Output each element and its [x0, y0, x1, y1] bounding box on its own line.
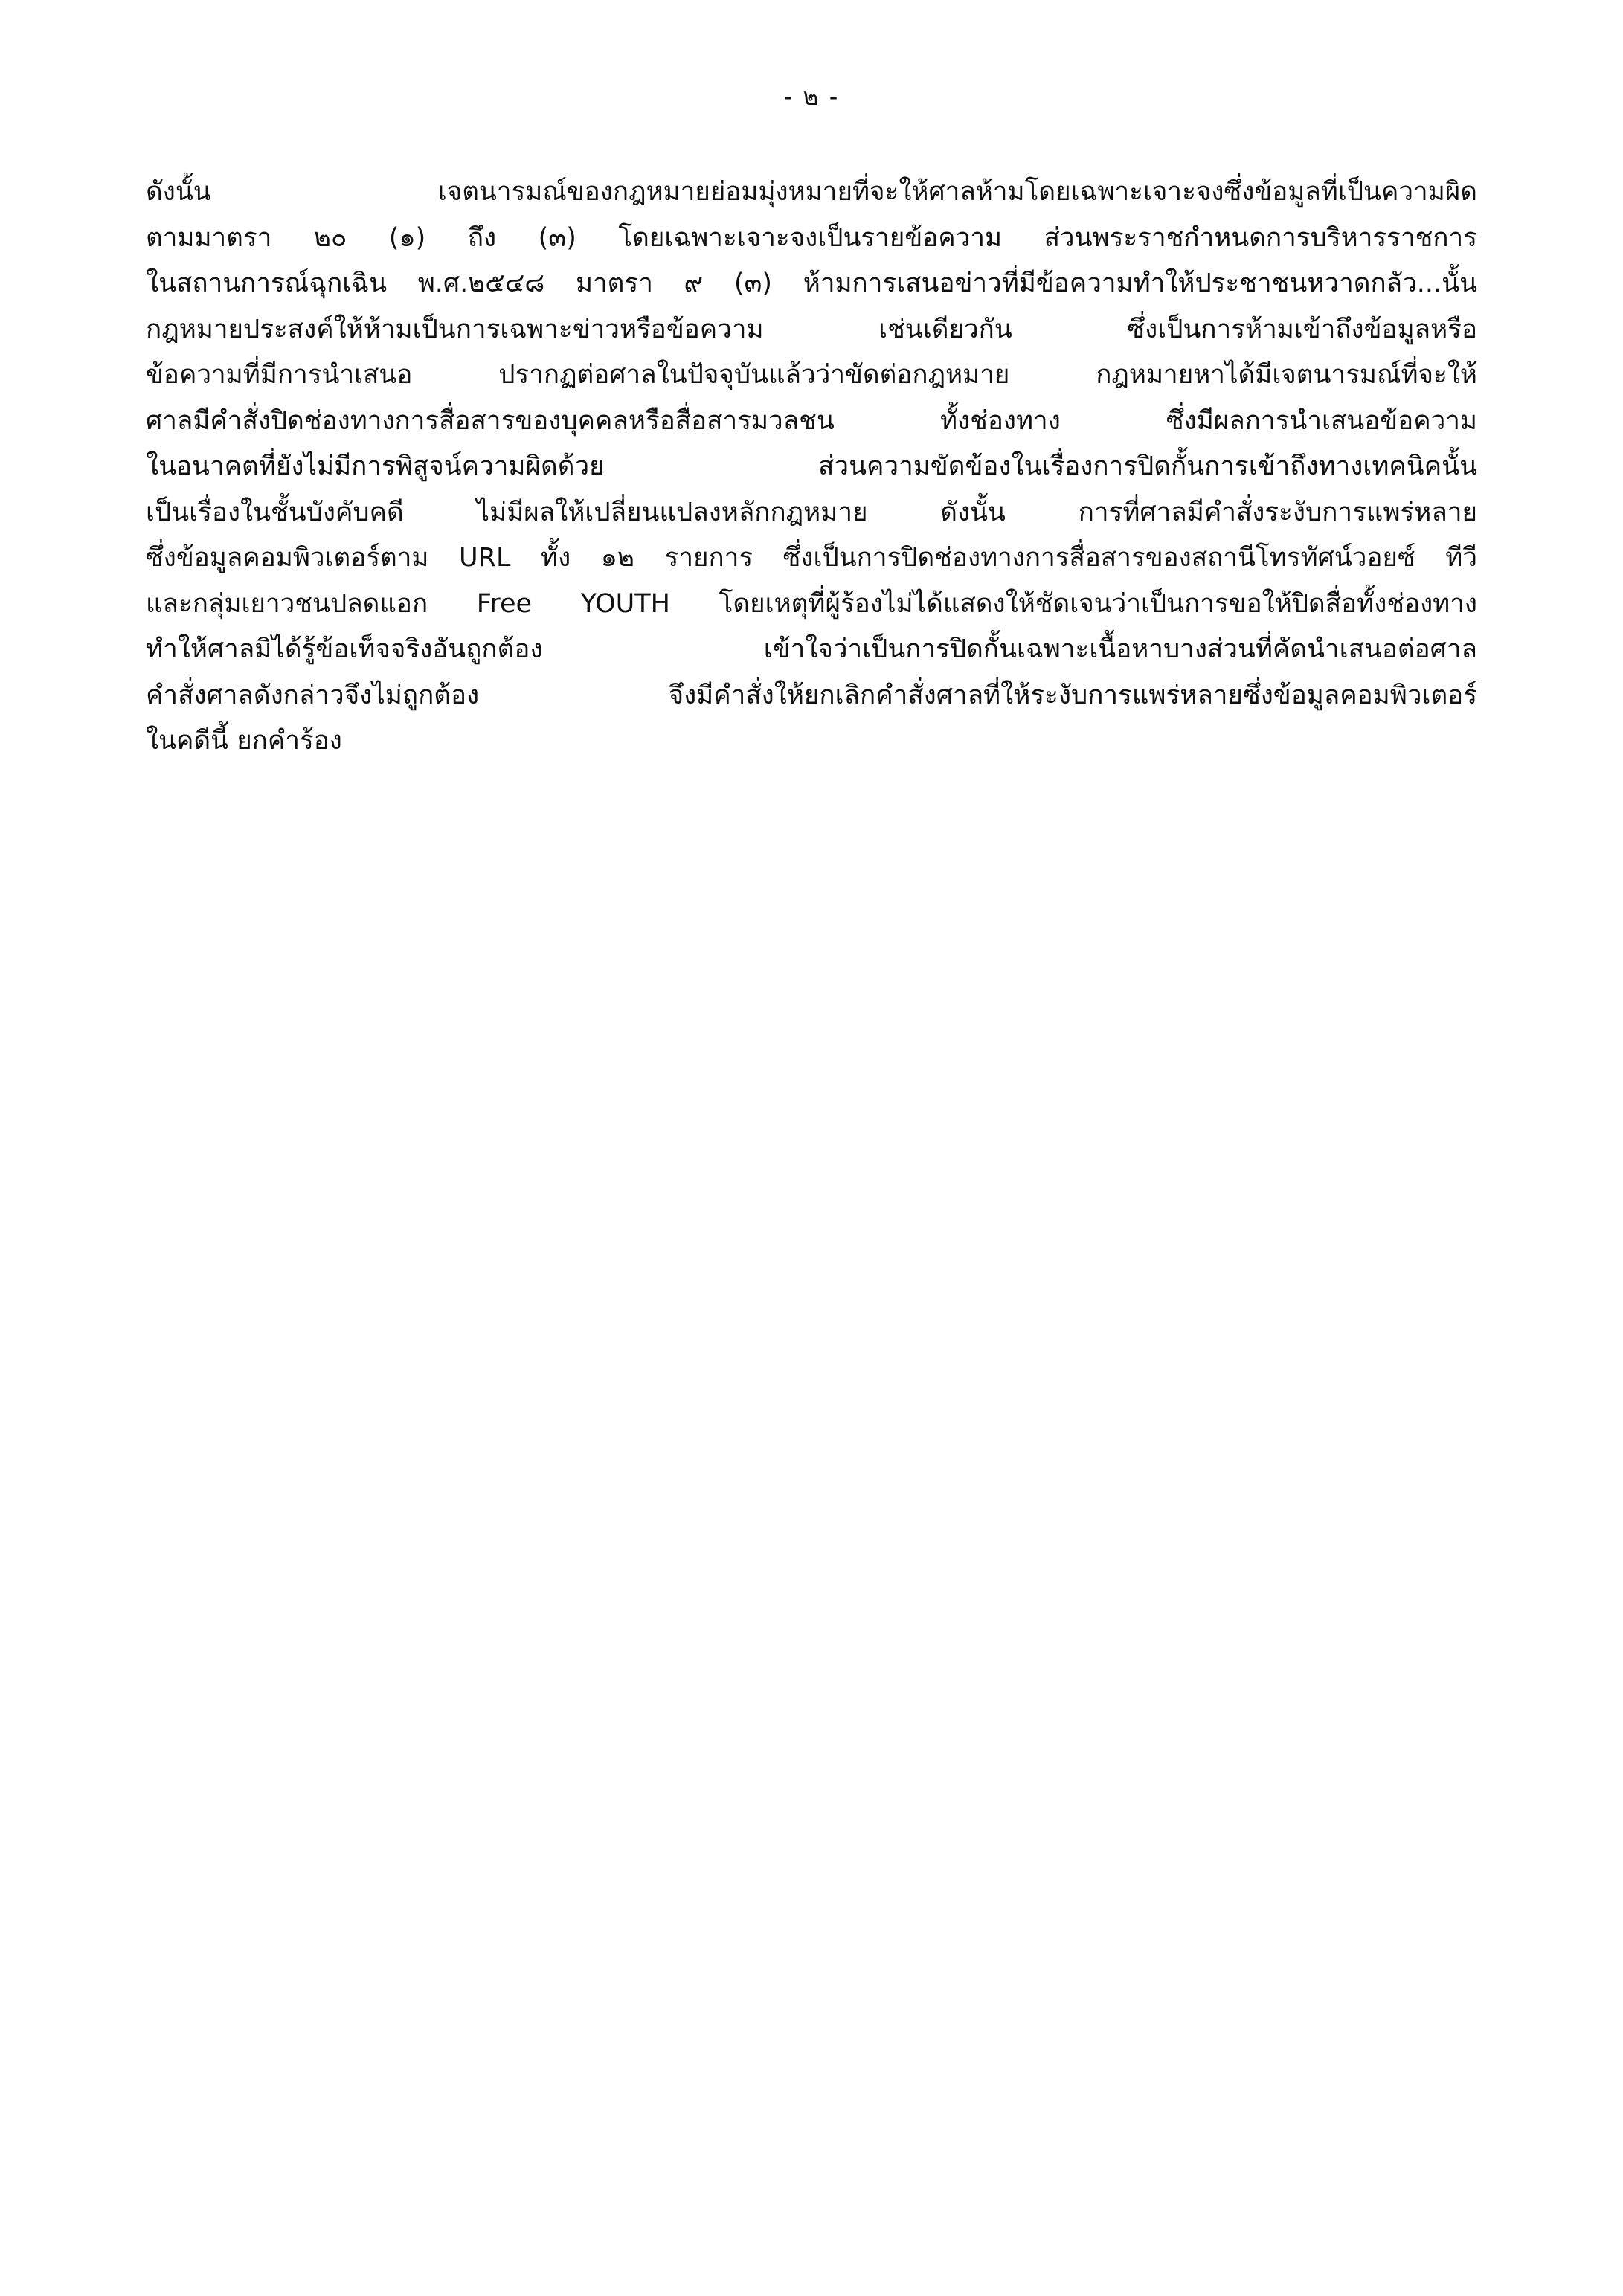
page-number: - ๒ - [783, 83, 840, 111]
text-line: ซึ่งข้อมูลคอมพิวเตอร์ตาม URL ทั้ง ๑๒ รายการ ซึ่งเป็นการปิดช่องทางการสื่อสารของสถานีโทรทัศน์วอยซ์ ทีวี [146, 543, 1477, 573]
text-line: ข้อความที่มีการนำเสนอ ปรากฏต่อศาลในปัจจุบันแล้วว่าขัดต่อกฎหมาย กฎหมายหาได้มีเจตนารมณ์ที่จะให้ [146, 360, 1477, 390]
text-line: ในคดีนี้ ยกคำร้อง [146, 726, 342, 756]
text-line: ในสถานการณ์ฉุกเฉิน พ.ศ.๒๕๔๘ มาตรา ๙ (๓) ห้ามการเสนอข่าวที่มีข้อความทำให้ประชาชนหวาดกลัว...นั้น [146, 268, 1477, 298]
text-line: เป็นเรื่องในชั้นบังคับคดี ไม่มีผลให้เปลี่ยนแปลงหลักกฎหมาย ดังนั้น การที่ศาลมีคำสั่งระงับการแพร่หลาย [146, 497, 1477, 527]
body-paragraph [146, 170, 1477, 765]
text-line: ศาลมีคำสั่งปิดช่องทางการสื่อสารของบุคคลหรือสื่อสารมวลชน ทั้งช่องทาง ซึ่งมีผลการนำเสนอข้อความ [146, 405, 1477, 436]
text-line: ทำให้ศาลมิได้รู้ข้อเท็จจริงอันถูกต้อง เข้าใจว่าเป็นการปิดกั้นเฉพาะเนื้อหาบางส่วนที่คัดนำเสนอต่อศาล [146, 634, 1477, 664]
text-line: และกลุ่มเยาวชนปลดแอก Free YOUTH โดยเหตุที่ผู้ร้องไม่ได้แสดงให้ชัดเจนว่าเป็นการขอให้ปิดสื่อทั้งช่องทาง [146, 588, 1477, 619]
text-line: ในอนาคตที่ยังไม่มีการพิสูจน์ความผิดด้วย ส่วนความขัดข้องในเรื่องการปิดกั้นการเข้าถึงทางเทคนิคนั้น [146, 451, 1477, 481]
text-line: ตามมาตรา ๒๐ (๑) ถึง (๓) โดยเฉพาะเจาะจงเป็นรายข้อความ ส่วนพระราชกำหนดการบริหารราชการ [146, 222, 1477, 253]
text-line: ดังนั้น เจตนารมณ์ของกฎหมายย่อมมุ่งหมายที่จะให้ศาลห้ามโดยเฉพาะเจาะจงซึ่งข้อมูลที่เป็นความผิด [146, 177, 1477, 207]
text-line: กฎหมายประสงค์ให้ห้ามเป็นการเฉพาะข่าวหรือข้อความ เช่นเดียวกัน ซึ่งเป็นการห้ามเข้าถึงข้อมูลหรือ [146, 314, 1477, 344]
text-line: คำสั่งศาลดังกล่าวจึงไม่ถูกต้อง จึงมีคำสั่งให้ยกเลิกคำสั่งศาลที่ให้ระงับการแพร่หลายซึ่งข้อมูลคอมพิวเตอร์ [146, 680, 1477, 710]
